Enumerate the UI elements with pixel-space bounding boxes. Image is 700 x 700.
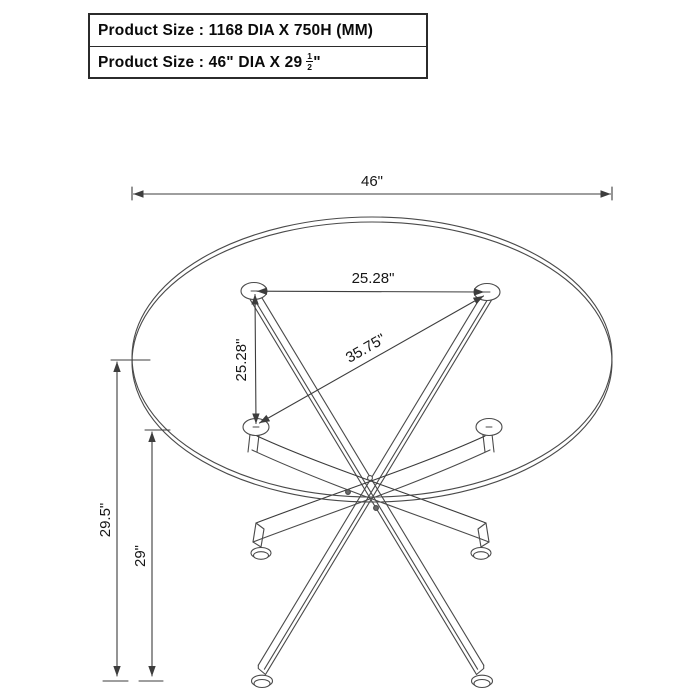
dim-label-leg-span-diagonal: 35.75" xyxy=(342,330,389,367)
dim-label-leg-span-vertical: 25.28" xyxy=(233,338,250,382)
dim-label-total-height: 29.5" xyxy=(97,502,114,538)
dim-label-underside-height: 29" xyxy=(132,544,149,568)
dim-label-diameter: 46" xyxy=(360,173,384,190)
product-size-mm-text: Product Size : 1168 DIA X 750H (MM) xyxy=(98,21,374,39)
half-fraction: $\frac{1}{2}$ xyxy=(307,51,313,72)
pad-bottom-right xyxy=(476,419,502,436)
product-size-inch-text: Product Size : 46" DIA X 29 xyxy=(98,53,303,71)
dimension-total-height xyxy=(97,360,150,681)
dimension-leg-span-horizontal xyxy=(257,270,484,292)
dimension-leg-span-vertical xyxy=(233,295,256,424)
dimension-leg-span-diagonal xyxy=(260,296,484,423)
dimension-diameter xyxy=(132,173,612,200)
dim-label-leg-span-horizontal: 25.28" xyxy=(351,270,395,287)
dimension-underside-height xyxy=(132,430,170,681)
inch-mark: " xyxy=(313,53,321,71)
